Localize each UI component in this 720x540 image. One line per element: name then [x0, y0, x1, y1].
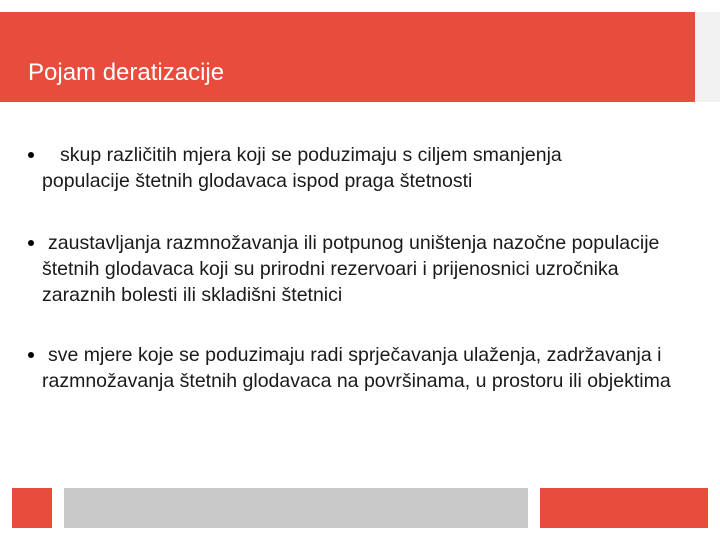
- bullet-text: zaustavljanja razmnožavanja ili potpunog uništenja nazočne populacije štetnih glodavaca koji su prirodni rezervoari i prijenosnici uzročnika zaraznih bolesti ili skladišni štetnici: [42, 232, 660, 306]
- bullet-dot-icon: [28, 152, 34, 158]
- footer-red-block: [12, 488, 52, 528]
- title-accent-block: [695, 12, 720, 102]
- bullet-dot-icon: [28, 352, 34, 358]
- bullet-text: skup različitih mjera koji se poduzimaju s ciljem smanjenja populacije štetnih glodavaca ispod praga štetnosti: [42, 144, 562, 192]
- bullet-text: sve mjere koje se poduzimaju radi sprječavanja ulaženja, zadržavanja i razmnožavanja štetnih glodavaca na površinama, u prostoru ili objektima: [42, 344, 671, 392]
- slide-title: Pojam deratizacije: [28, 59, 225, 86]
- footer-red-bar: [540, 488, 708, 528]
- footer-gray-bar: [64, 488, 528, 528]
- title-band: [0, 12, 695, 102]
- bullet-item: [28, 142, 602, 194]
- bullet-item: [28, 230, 682, 308]
- bullet-item: [28, 342, 692, 394]
- bullet-dot-icon: [28, 240, 34, 246]
